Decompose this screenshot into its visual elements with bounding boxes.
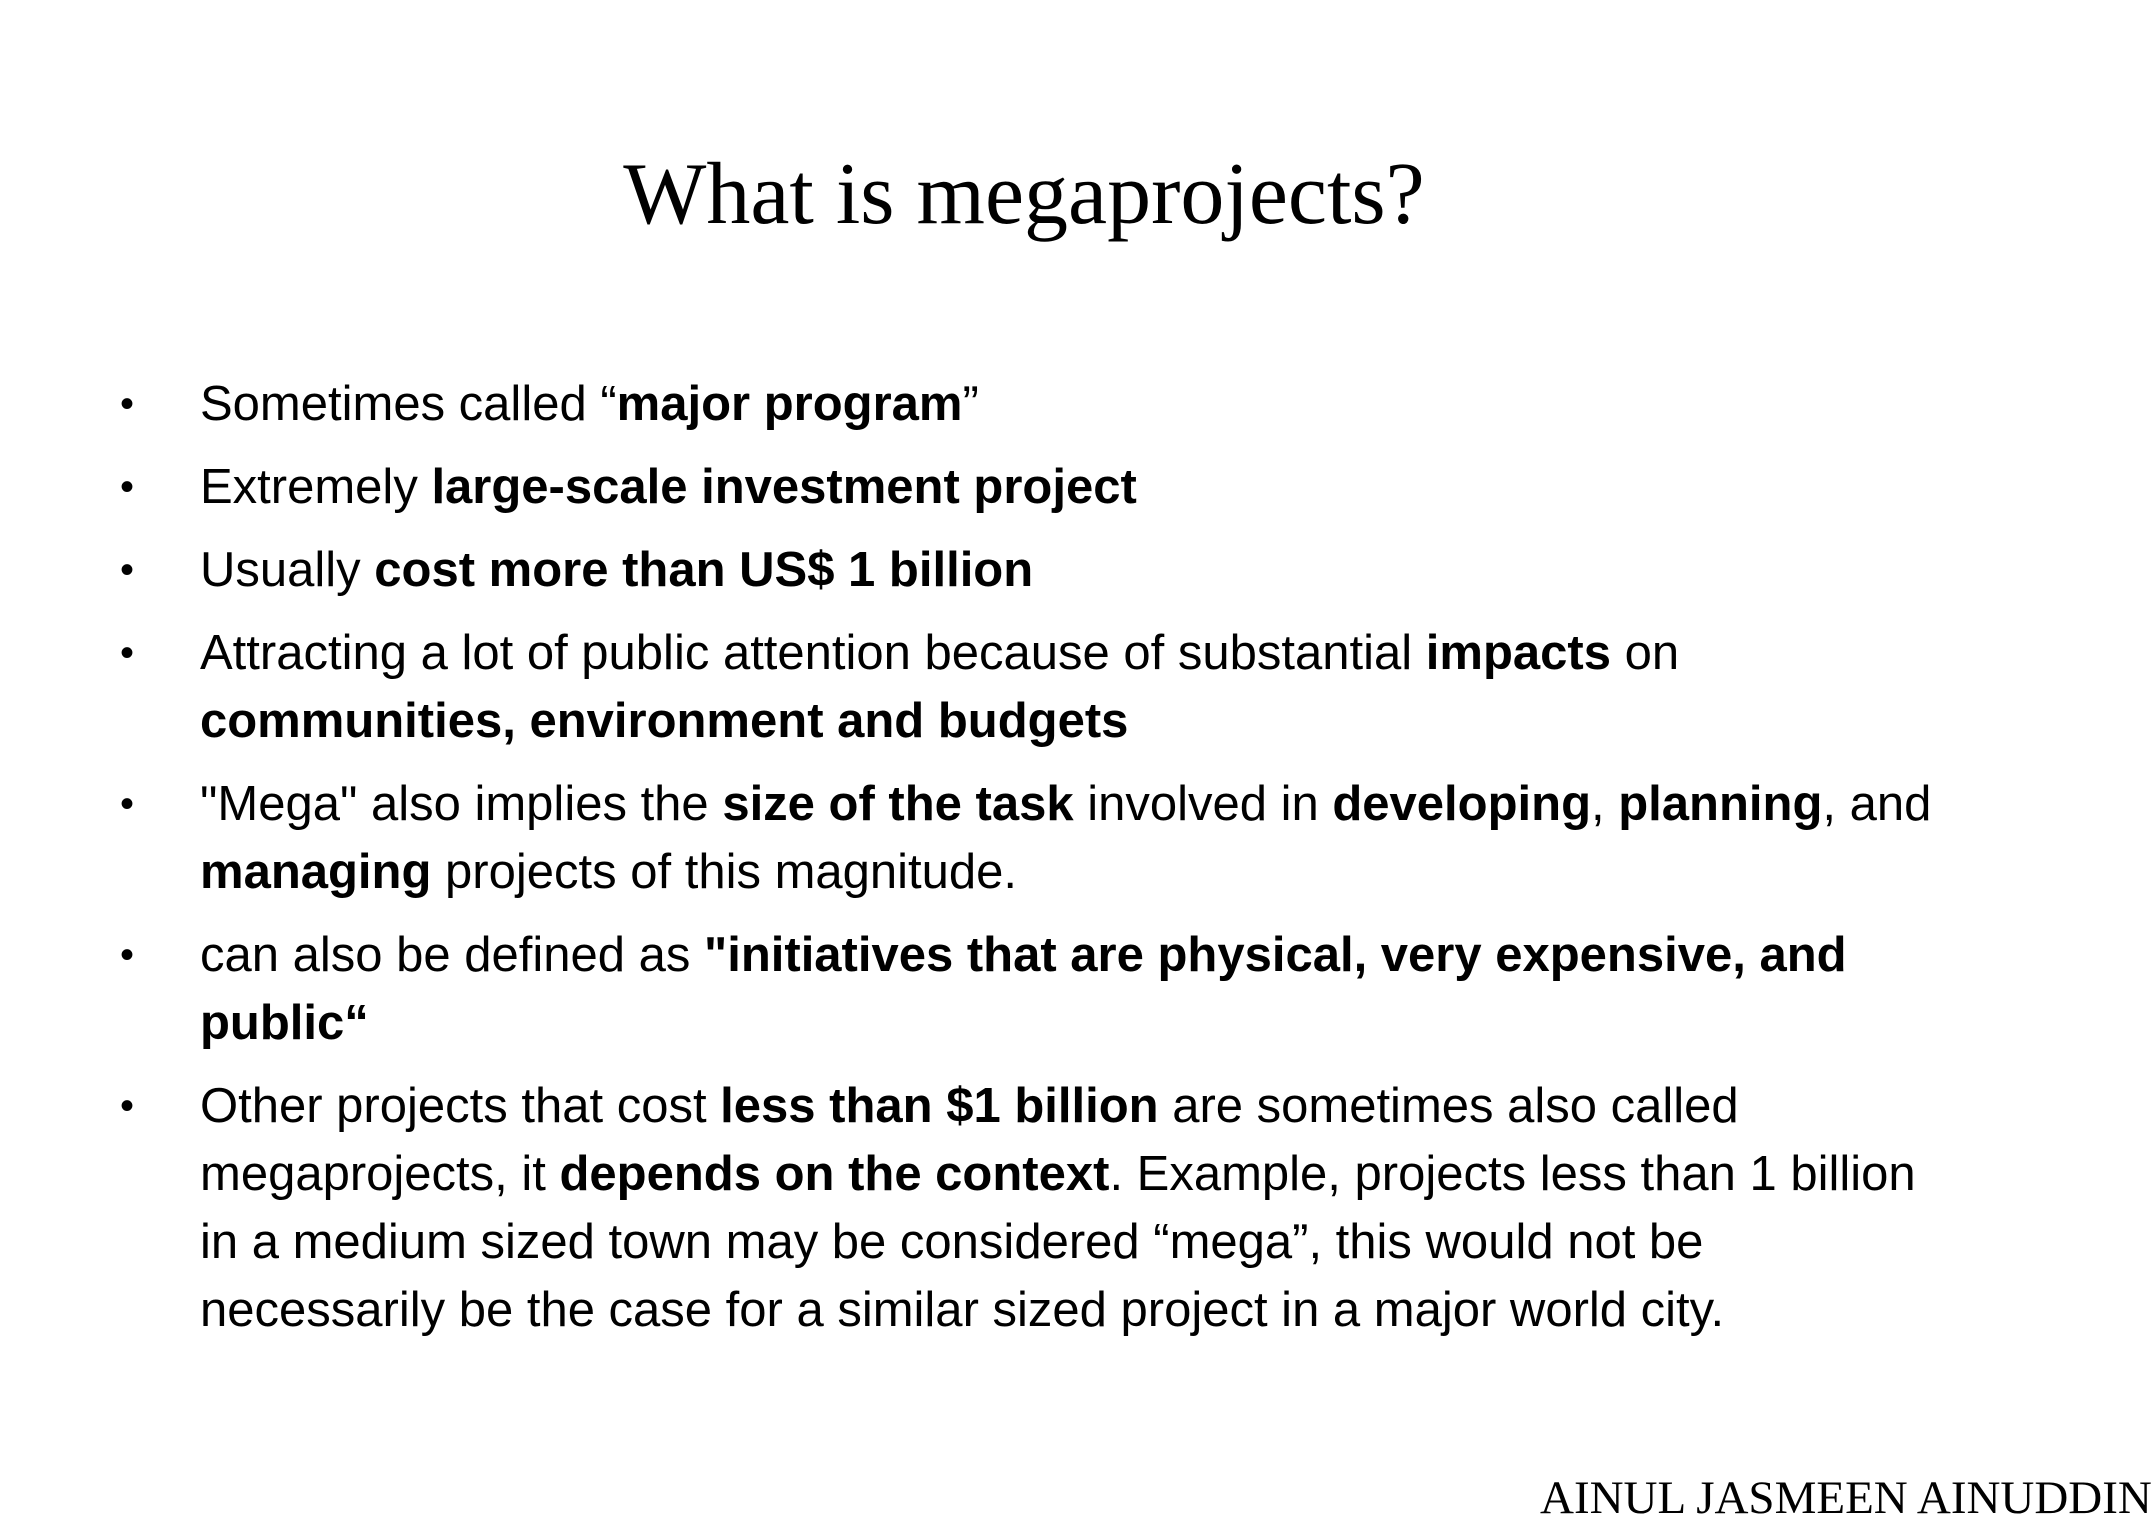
bullet-run: involved in <box>1073 777 1333 831</box>
bullet-run: projects of this magnitude. <box>431 845 1018 899</box>
bullet-dot-icon: • <box>120 1084 135 1128</box>
bullet-emphasis: cost more than US$ 1 billion <box>374 543 1034 597</box>
bullet-item <box>120 619 1960 755</box>
bullet-run: Usually <box>200 543 375 597</box>
bullet-run: Other projects that cost <box>200 1079 721 1133</box>
bullet-text <box>200 777 1931 899</box>
footer-author: AINUL JASMEEN AINUDDIN <box>1540 1472 2152 1524</box>
bullet-item <box>120 536 1960 604</box>
bullet-run: on <box>1610 626 1680 680</box>
bullet-emphasis: "initiatives that are physical, very expensive, and public“ <box>200 928 1847 1050</box>
bullet-run: ” <box>962 377 979 431</box>
bullet-run: "Mega" also implies the <box>200 777 723 831</box>
bullet-emphasis: developing <box>1332 777 1591 831</box>
bullet-emphasis: size of the task <box>722 777 1074 831</box>
bullet-emphasis: impacts <box>1425 626 1611 680</box>
bullet-emphasis: communities, environment and budgets <box>200 694 1129 748</box>
bullet-item <box>120 770 1960 906</box>
bullet-emphasis: less than $1 billion <box>720 1079 1159 1133</box>
bullet-text <box>200 928 1847 1050</box>
bullet-dot-icon: • <box>120 382 135 426</box>
bullet-text <box>200 626 1679 748</box>
bullet-text <box>200 543 1033 597</box>
bullet-text <box>200 1079 1916 1337</box>
bullet-emphasis: large-scale investment project <box>431 460 1137 514</box>
bullet-dot-icon: • <box>120 465 135 509</box>
bullet-run: Extremely <box>200 460 432 514</box>
bullet-item <box>120 1072 1960 1344</box>
bullet-item <box>120 921 1960 1057</box>
bullet-item <box>120 453 1960 521</box>
bullet-run: Attracting a lot of public attention because of substantial <box>200 626 1426 680</box>
bullet-run: Sometimes called “ <box>200 377 617 431</box>
bullet-emphasis: managing <box>200 845 432 899</box>
bullet-dot-icon: • <box>120 548 135 592</box>
slide-title: What is megaprojects? <box>623 146 1425 243</box>
bullet-run: are sometimes also called megaprojects, it <box>200 1079 1739 1201</box>
bullet-text <box>200 377 979 431</box>
bullet-run: , and <box>1822 777 1932 831</box>
bullet-dot-icon: • <box>120 782 135 826</box>
bullet-emphasis: major program <box>616 377 963 431</box>
bullet-dot-icon: • <box>120 933 135 977</box>
bullet-item <box>120 370 1960 438</box>
bullet-run: . Example, projects less than 1 billion in a medium sized town may be considered “mega”, this would not be necessarily be the case for a similar sized project in a major world city. <box>200 1147 1916 1337</box>
bullet-list <box>120 370 1960 1359</box>
bullet-text <box>200 460 1137 514</box>
bullet-run: can also be defined as <box>200 928 704 982</box>
bullet-emphasis: planning <box>1618 777 1823 831</box>
bullet-run: , <box>1591 777 1619 831</box>
bullet-emphasis: depends on the context <box>559 1147 1110 1201</box>
bullet-dot-icon: • <box>120 631 135 675</box>
